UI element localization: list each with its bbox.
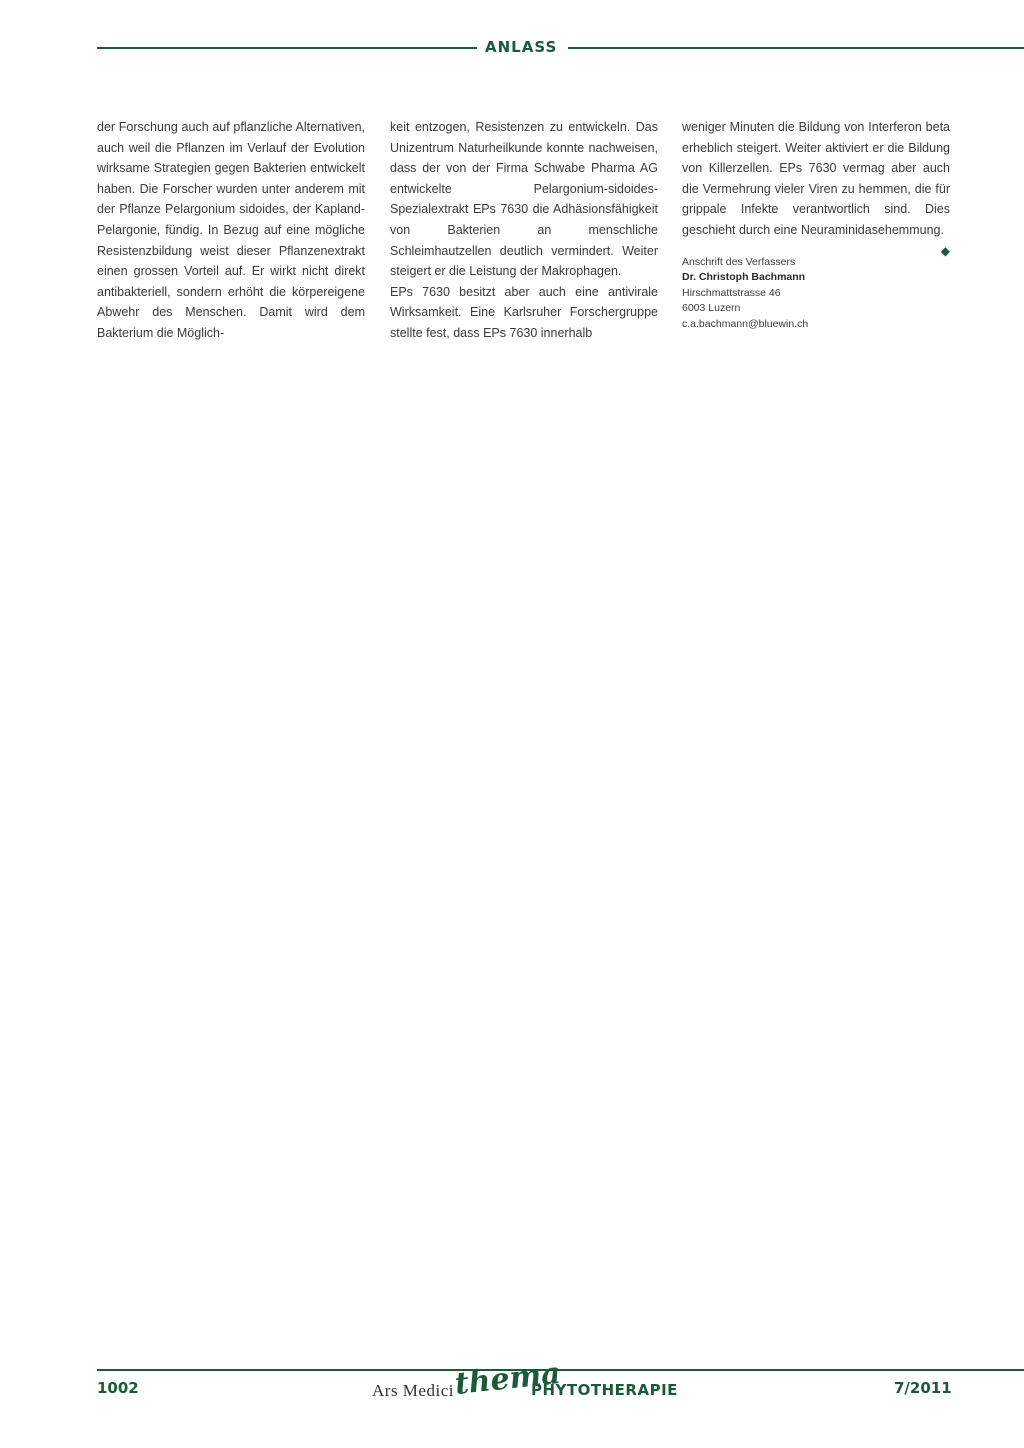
address-street: Hirschmattstrasse 46 (682, 286, 781, 299)
paragraph: der Forschung auch auf pflanzliche Alternativen, auch weil die Pflanzen im Verlauf der Evolution wirksame Strategien gegen Bakterien entwickelt haben. Die Forscher wurden unter anderem mit der Pflanze Pelargonium sidoides, der Kapland-Pelargonie, fündig. In Bezug auf eine mögliche Resistenzbildung weist dieser Pflanzenextrakt einen grossen Vorteil auf. Er wirkt nicht direkt antibakteriell, sondern erhöht die körpereigene Abwehr des Menschen. Damit wird dem Bakterium die Möglich- (97, 120, 365, 340)
header-rule-right (568, 47, 1024, 49)
page-number: 1002 (97, 1379, 139, 1397)
paragraph-text: weniger Minuten die Bildung von Interferon beta erheblich steigert. Weiter aktiviert er die Bildung von Killerzellen. EPs 7630 vermag aber auch die Vermehrung vieler Viren zu hemmen, die für grippale Infekte verantwortlich sind. Dies geschieht durch eine Neuraminidasehemmung. (682, 120, 950, 237)
paragraph: EPs 7630 besitzt aber auch eine antivirale Wirksamkeit. Eine Karlsruher Forschergruppe stellte fest, dass EPs 7630 innerhalb (390, 284, 658, 340)
address-label: Anschrift des Verfassers (682, 255, 796, 268)
text-column-3 (682, 117, 950, 332)
brand-logo-text: Ars Medici (372, 1381, 454, 1400)
address-city: 6003 Luzern (682, 302, 741, 315)
author-name: Dr. Christoph Bachmann (682, 271, 806, 284)
issue-number: 7/2011 (894, 1379, 952, 1397)
brand-script-logo: thema (453, 1356, 563, 1402)
section-title: ANLASS (485, 38, 558, 56)
footer-rule (97, 1369, 1024, 1371)
paragraph: keit entzogen, Resistenzen zu entwickeln. Das Unizentrum Naturheilkunde konnte nachweisen, dass der von der Firma Schwabe Pharma AG entwickelte Pelargonium-sidoides-Spezialextrakt EPs 7630 die Adhäsionsfähigkeit von Bakterien an menschliche Schleimhautzellen deutlich vermindert. Weiter steigert er die Leistung der Makrophagen. (390, 120, 658, 279)
paragraph-with-end-mark (682, 117, 950, 258)
author-address (682, 255, 950, 333)
author-email: c.a.bachmann@bluewin.ch (682, 317, 809, 330)
end-mark-icon: ◆ (940, 243, 950, 258)
text-column-2 (390, 117, 658, 344)
text-column-1 (97, 117, 365, 344)
header-rule-left (97, 47, 477, 49)
rubric-title: PHYTOTHERAPIE (531, 1381, 678, 1399)
